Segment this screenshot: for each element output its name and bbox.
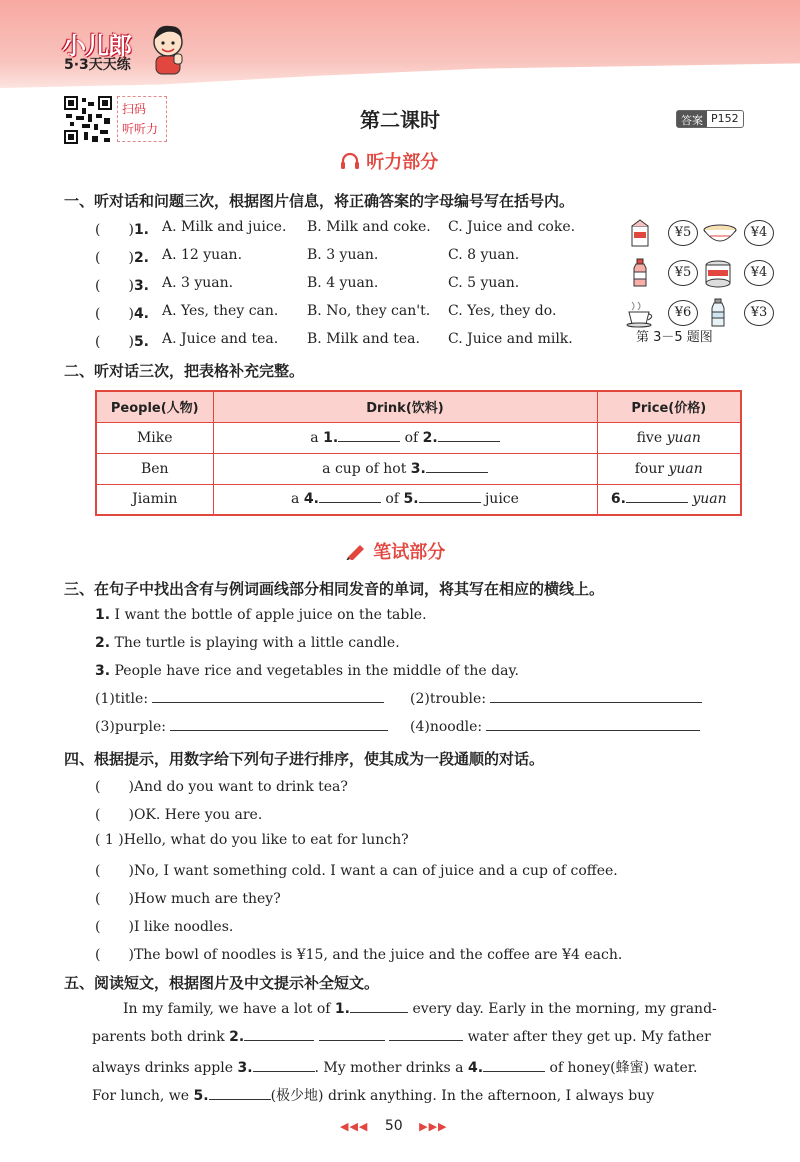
drink-text: a cup of hot <box>322 460 407 477</box>
dialogue-text: How much are they? <box>133 891 281 907</box>
dialogue-text: The bowl of noodles is ¥15, and the juice and the coffee are ¥4 each. <box>133 947 623 963</box>
q4-item <box>95 944 622 964</box>
writing-section-header <box>345 538 445 564</box>
person-cell: Ben <box>96 453 213 484</box>
q3-sentence-1 <box>95 607 427 623</box>
blank-number: 3. <box>237 1060 253 1076</box>
example-word: (3)purple: <box>95 719 166 735</box>
answer-bracket[interactable]: ( ) <box>95 807 134 823</box>
person-cell: Jiamin <box>96 484 213 515</box>
item-number: 3. <box>95 663 111 679</box>
blank-number: 2. <box>229 1029 245 1045</box>
drink-text: a <box>310 429 319 446</box>
answer-line[interactable] <box>490 691 702 703</box>
price-tag: ¥5 <box>668 220 698 246</box>
passage-line-2 <box>92 1029 711 1045</box>
answer-bracket[interactable]: ( ) <box>95 919 134 935</box>
item-number: 1. <box>95 607 111 623</box>
answer-blank[interactable] <box>338 430 400 442</box>
passage-line-1 <box>123 1001 717 1017</box>
prev-arrows-icon: ◀◀◀ <box>340 1120 369 1133</box>
price-unit: yuan <box>666 429 701 446</box>
brand-logo <box>62 26 154 72</box>
juice-bottle-icon <box>624 258 658 288</box>
drink-cell <box>213 422 597 453</box>
q3-sentence-2 <box>95 635 400 651</box>
q1-heading: 一、听对话和问题三次，根据图片信息，将正确答案的字母编号写在括号内。 <box>64 192 575 210</box>
drink-text: juice <box>484 491 519 508</box>
price-tag: ¥6 <box>668 300 698 326</box>
answer-blank[interactable] <box>426 461 488 473</box>
dialogue-text: OK. Here you are. <box>133 807 263 823</box>
coffee-cup-icon <box>624 298 658 328</box>
answer-blank[interactable] <box>389 1029 463 1041</box>
q1-item-2 <box>95 247 520 267</box>
blank-number: 3. <box>410 460 426 477</box>
price-tag: ¥4 <box>744 260 774 286</box>
noodle-bowl-icon <box>700 218 740 248</box>
drink-cell <box>213 453 597 484</box>
answer-blank[interactable] <box>319 1029 385 1041</box>
bowl-price <box>700 218 776 248</box>
can-price <box>700 258 776 288</box>
item-number: 3. <box>133 278 149 294</box>
milk-carton-price <box>624 218 700 248</box>
q4-item <box>95 860 618 880</box>
sentence-text: People have rice and vegetables in the middle of the day. <box>114 663 519 679</box>
person-cell: Mike <box>96 422 213 453</box>
q4-item <box>95 916 233 936</box>
next-arrows-icon: ▶▶▶ <box>419 1120 448 1133</box>
option-b: B. 3 yuan. <box>307 247 379 263</box>
headphones-icon <box>340 152 360 170</box>
option-b: B. Milk and coke. <box>307 219 431 235</box>
q1-item-4 <box>95 303 557 323</box>
q3-word-2 <box>410 691 702 707</box>
table-header-people: People(人物) <box>96 391 213 422</box>
option-c: C. 8 yuan. <box>448 247 520 263</box>
listening-header-text: 听力部分 <box>366 152 439 173</box>
answer-bracket[interactable]: ( ) <box>95 222 134 238</box>
passage-text: always drinks apple <box>92 1060 233 1076</box>
drink-text: of <box>385 491 399 508</box>
q2-heading: 二、听对话三次，把表格补充完整。 <box>64 362 305 380</box>
q1-item-3 <box>95 275 520 295</box>
answer-tag-page: P152 <box>711 112 739 125</box>
answer-bracket[interactable]: ( ) <box>95 863 134 879</box>
table-row <box>96 453 741 484</box>
price-cell <box>597 422 741 453</box>
answer-bracket[interactable]: ( ) <box>95 891 134 907</box>
answer-blank[interactable] <box>626 491 688 503</box>
brand-series: 5·3天天练 <box>64 57 131 73</box>
q1-item-5 <box>95 331 573 351</box>
water-bottle-price <box>700 298 776 328</box>
item-number: 2. <box>95 635 111 651</box>
sentence-text: The turtle is playing with a little candle. <box>114 635 400 651</box>
passage-text: For lunch, we <box>92 1088 190 1104</box>
juice-can-icon <box>700 258 740 288</box>
water-bottle-icon <box>700 298 740 328</box>
answer-blank[interactable] <box>438 430 500 442</box>
item-number: 5. <box>133 334 149 350</box>
answer-blank[interactable] <box>419 491 481 503</box>
drink-text: a <box>291 491 300 508</box>
blank-number: 1. <box>334 1001 350 1017</box>
qr-code[interactable] <box>64 96 112 144</box>
answer-bracket[interactable]: ( ) <box>95 278 134 294</box>
price-unit: yuan <box>668 460 703 477</box>
blank-number: 5. <box>403 491 419 508</box>
passage-text: In my family, we have a lot of <box>123 1001 331 1017</box>
answer-blank[interactable] <box>209 1088 271 1100</box>
option-b: B. Milk and tea. <box>307 331 420 347</box>
q3-word-4 <box>410 719 700 735</box>
price-tag: ¥3 <box>744 300 774 326</box>
q4-item <box>95 832 409 848</box>
option-a: A. Juice and tea. <box>162 331 279 347</box>
answer-blank[interactable] <box>319 491 381 503</box>
blank-number: 6. <box>610 491 626 508</box>
answer-blank[interactable] <box>483 1060 545 1072</box>
passage-text: parents both drink <box>92 1029 225 1045</box>
option-c: C. Juice and milk. <box>448 331 573 347</box>
dialogue-text: I like noodles. <box>133 919 234 935</box>
blank-number: 4. <box>303 491 319 508</box>
passage-text: every day. Early in the morning, my grand- <box>412 1001 717 1017</box>
milk-carton-icon <box>624 218 658 248</box>
answer-blank[interactable] <box>350 1001 408 1013</box>
brand-name: 小儿郎 <box>62 32 131 60</box>
price-tag: ¥5 <box>668 260 698 286</box>
scan-label-line1: 扫码 <box>122 102 147 116</box>
dialogue-text: Hello, what do you like to eat for lunch? <box>123 832 409 848</box>
coffee-cup-price <box>624 298 700 328</box>
q4-item <box>95 776 348 796</box>
page-number: 50 <box>384 1118 403 1134</box>
writing-header-text: 笔试部分 <box>373 542 446 563</box>
option-a: A. 12 yuan. <box>162 247 243 263</box>
picture-caption: 第 3－5 题图 <box>636 330 713 345</box>
answer-bracket[interactable]: ( ) <box>95 947 134 963</box>
table-row <box>96 422 741 453</box>
example-word: (4)noodle: <box>410 719 483 735</box>
passage-text: (极少地) drink anything. In the afternoon, I always buy <box>270 1088 655 1104</box>
option-a: A. Yes, they can. <box>162 303 279 319</box>
passage-text: water after they get up. My father <box>467 1029 711 1045</box>
dialogue-text: No, I want something cold. I want a can of juice and a cup of coffee. <box>133 863 618 879</box>
dialogue-text: And do you want to drink tea? <box>133 779 348 795</box>
q3-sentence-3 <box>95 663 519 679</box>
drink-cell <box>213 484 597 515</box>
q3-word-3 <box>95 719 388 735</box>
price-cell <box>597 484 741 515</box>
q4-item <box>95 888 281 908</box>
option-c: C. Juice and coke. <box>448 219 576 235</box>
q4-item <box>95 804 262 824</box>
passage-line-3 <box>92 1057 697 1077</box>
q1-item-1 <box>95 219 576 239</box>
option-a: A. 3 yuan. <box>162 275 234 291</box>
answer-bracket[interactable]: ( ) <box>95 250 134 266</box>
passage-text: . My mother drinks a <box>314 1060 464 1076</box>
answer-line[interactable] <box>170 719 388 731</box>
blank-number: 5. <box>193 1088 209 1104</box>
answer-line[interactable] <box>152 691 384 703</box>
answer-bracket[interactable]: ( ) <box>95 779 134 795</box>
price-cell <box>597 453 741 484</box>
drink-table <box>95 390 742 516</box>
item-number: 1. <box>133 222 149 238</box>
option-c: C. 5 yuan. <box>448 275 520 291</box>
answer-bracket[interactable]: ( ) <box>95 334 134 350</box>
answer-bracket[interactable]: ( 1 ) <box>95 832 124 848</box>
example-word: (2)trouble: <box>410 691 487 707</box>
table-row <box>96 484 741 515</box>
option-c: C. Yes, they do. <box>448 303 557 319</box>
answer-blank[interactable] <box>253 1060 315 1072</box>
q4-heading: 四、根据提示，用数字给下列句子进行排序，使其成为一段通顺的对话。 <box>64 750 545 768</box>
answer-bracket[interactable]: ( ) <box>95 306 134 322</box>
table-header-price: Price(价格) <box>597 391 741 422</box>
answer-blank[interactable] <box>244 1029 314 1041</box>
passage-text: of honey(蜂蜜) water. <box>549 1060 698 1076</box>
passage-line-4 <box>92 1085 654 1105</box>
listening-section-header <box>340 148 438 174</box>
answer-page-tag[interactable] <box>676 110 744 128</box>
sentence-text: I want the bottle of apple juice on the table. <box>114 607 427 623</box>
table-header-drink: Drink(饮料) <box>213 391 597 422</box>
pencil-icon <box>345 542 367 560</box>
blank-number: 4. <box>467 1060 484 1076</box>
scan-label <box>117 96 167 142</box>
price-unit: yuan <box>692 491 727 508</box>
q5-heading: 五、阅读短文，根据图片及中文提示补全短文。 <box>64 974 380 992</box>
blank-number: 1. <box>323 429 339 446</box>
item-number: 4. <box>133 306 149 322</box>
page-title: 第二课时 <box>360 108 440 132</box>
price-tag: ¥4 <box>744 220 774 246</box>
page-footer <box>340 1118 448 1134</box>
example-word: (1)title: <box>95 691 149 707</box>
blank-number: 2. <box>422 429 438 446</box>
mascot-icon <box>148 22 188 76</box>
option-b: B. 4 yuan. <box>307 275 379 291</box>
answer-tag-label: 答案 <box>677 111 707 127</box>
price-text: four <box>634 460 665 477</box>
answer-line[interactable] <box>486 719 700 731</box>
q3-heading: 三、在句子中找出含有与例词画线部分相同发音的单词，将其写在相应的横线上。 <box>64 580 605 598</box>
option-a: A. Milk and juice. <box>162 219 287 235</box>
juice-bottle-price <box>624 258 700 288</box>
item-number: 2. <box>133 250 149 266</box>
price-picture <box>620 216 780 342</box>
price-text: five <box>636 429 663 446</box>
scan-label-line2: 听听力 <box>122 122 159 136</box>
drink-text: of <box>404 429 419 446</box>
option-b: B. No, they can't. <box>307 303 431 319</box>
q3-word-1 <box>95 691 384 707</box>
